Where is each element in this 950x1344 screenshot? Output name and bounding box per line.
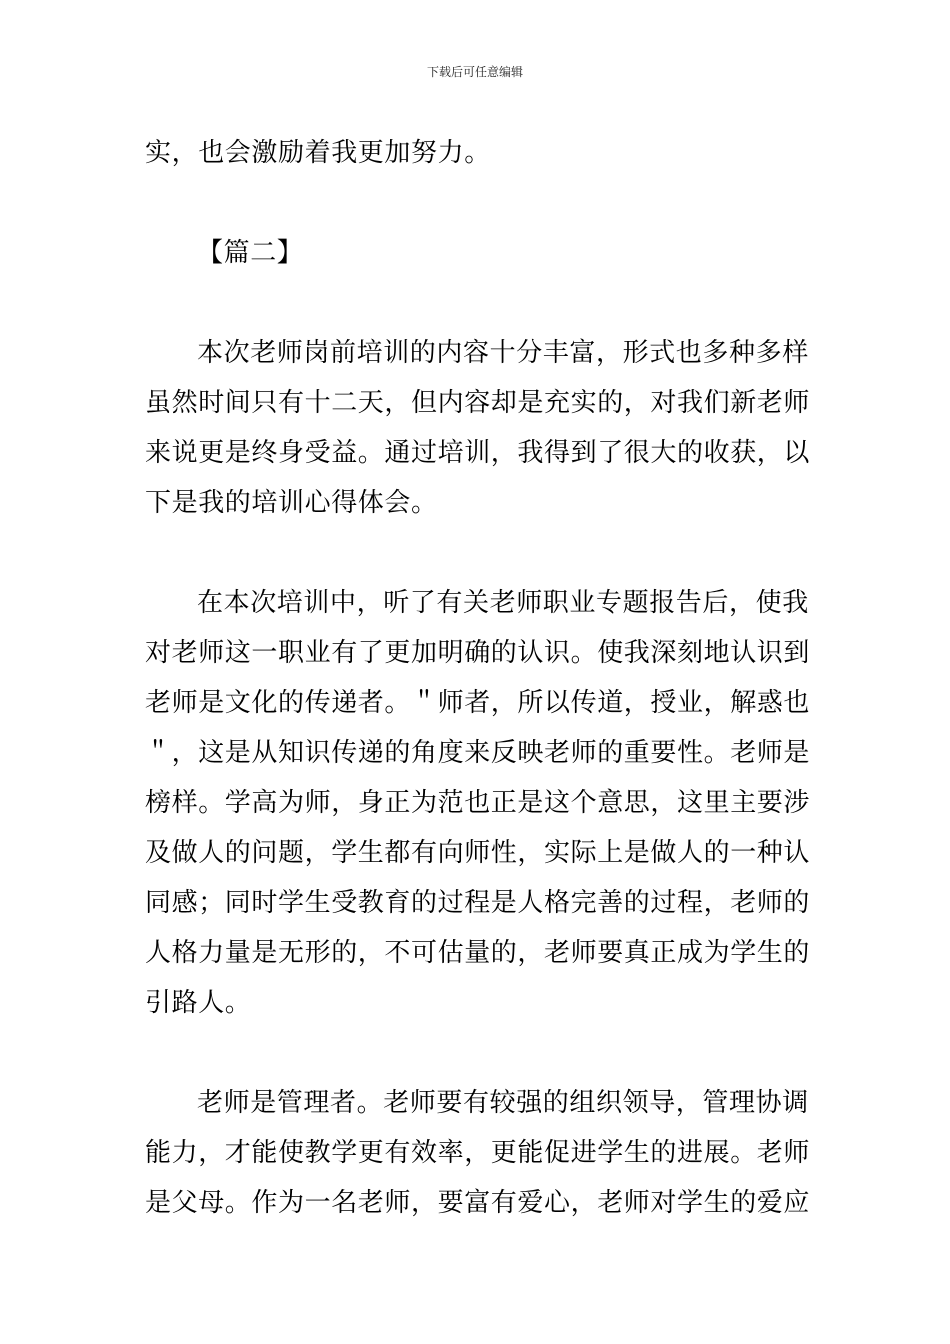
text-line: 来说更是终身受益。通过培训，我得到了很大的收获，以 [145, 438, 811, 468]
text-line: 虽然时间只有十二天，但内容却是充实的，对我们新老师 [145, 388, 811, 418]
text-line: 是父母。作为一名老师，要富有爱心，老师对学生的爱应 [145, 1188, 811, 1218]
text-line: 榜样。学高为师，身正为范也正是这个意思，这里主要涉 [145, 788, 811, 818]
text-line: 能力，才能使教学更有效率，更能促进学生的进展。老师 [145, 1138, 811, 1168]
paragraph-1 [145, 328, 811, 528]
document-body [145, 128, 811, 1228]
paragraph-gap [145, 528, 805, 578]
paragraph-gap [145, 278, 805, 328]
text-line: 引路人。 [145, 988, 252, 1018]
text-line: 下是我的培训心得体会。 [145, 488, 438, 518]
paragraph-2 [145, 578, 811, 1028]
paragraph-gap [145, 1028, 805, 1078]
text-line: 人格力量是无形的，不可估量的，老师要真正成为学生的 [145, 938, 811, 968]
paragraph-3 [145, 1078, 811, 1228]
text-line: 本次老师岗前培训的内容十分丰富，形式也多种多样 [197, 338, 809, 368]
text-line: 及做人的问题，学生都有向师性，实际上是做人的一种认 [145, 838, 811, 868]
text-line: ＂，这是从知识传递的角度来反映老师的重要性。老师是 [145, 738, 811, 768]
section-heading: 【篇二】 [197, 238, 304, 268]
page-header: 下载后可任意编辑 [426, 65, 523, 79]
text-line: 在本次培训中，听了有关老师职业专题报告后，使我 [197, 588, 809, 618]
text-line: 对老师这一职业有了更加明确的认识。使我深刻地认识到 [145, 638, 811, 668]
text-line: 老师是文化的传递者。＂师者，所以传道，授业，解惑也 [145, 688, 811, 718]
text-line: 同感；同时学生受教育的过程是人格完善的过程，老师的 [145, 888, 811, 918]
text-line: 老师是管理者。老师要有较强的组织领导，管理协调 [197, 1088, 809, 1118]
text-line: 实，也会激励着我更加努力。 [145, 138, 491, 168]
paragraph-gap [145, 178, 805, 228]
